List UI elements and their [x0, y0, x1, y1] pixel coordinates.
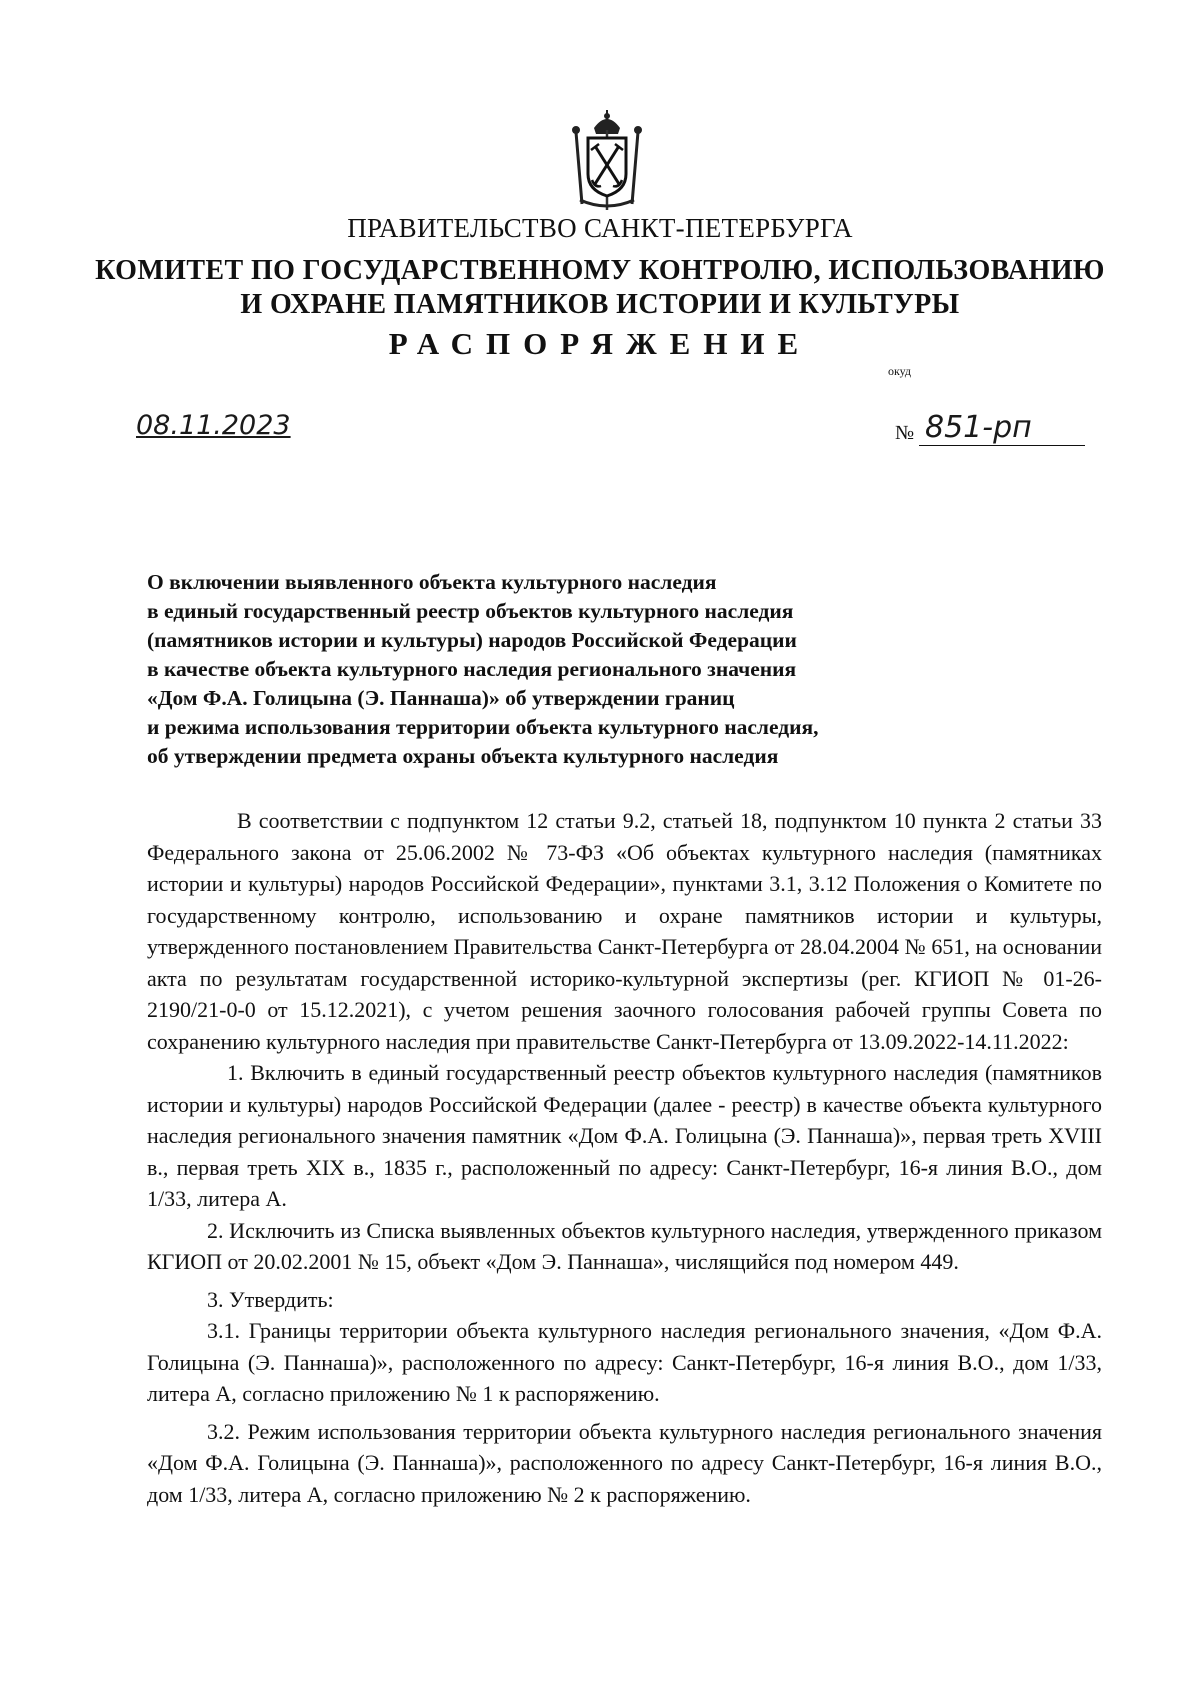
coat-of-arms-icon — [568, 108, 646, 216]
item-1-paragraph: 1. Включить в единый государственный реестр объектов культурного наследия (памятников истории и культуры) народов Российской Федерации (далее - реестр) в качестве объекта культурного наследия регионального значения памятник «Дом Ф.А. Голицына (Э. Паннаша)», первая треть XVIII в., первая треть XIX в., 1835 г., расположенный по адресу: Санкт-Петербург, 16-я линия В.О., дом 1/33, литера А. — [147, 1060, 1102, 1211]
document-title — [147, 568, 1047, 771]
document-date: 08.11.2023 — [136, 410, 291, 441]
document-body — [147, 805, 1102, 1510]
document-type: РАСПОРЯЖЕНИЕ — [388, 326, 812, 361]
title-line: в единый государственный реестр объектов культурного наследия — [147, 599, 794, 623]
coat-of-arms-svg — [568, 108, 646, 216]
title-line: «Дом Ф.А. Голицына (Э. Паннаша)» об утверждении границ — [147, 686, 735, 710]
government-name: ПРАВИТЕЛЬСТВО САНКТ-ПЕТЕРБУРГА — [347, 213, 853, 243]
item-3-1-paragraph: 3.1. Границы территории объекта культурного наследия регионального значения, «Дом Ф.А. Голицына (Э. Паннаша)», расположенного по адресу: Санкт-Петербург, 16-я линия В.О., дом 1/33, литера А, согласно приложению № 1 к распоряжению. — [147, 1318, 1102, 1406]
document-number: 851-рп — [919, 410, 1085, 446]
title-line: об утверждении предмета охраны объекта культурного наследия — [147, 744, 779, 768]
item-3-2-paragraph: 3.2. Режим использования территории объекта культурного наследия регионального значения «Дом Ф.А. Голицына (Э. Паннаша)», расположенного по адресу Санкт-Петербург, 16-я линия В.О., дом 1/33, литера А, согласно приложению № 2 к распоряжению. — [147, 1418, 1102, 1507]
title-line: в качестве объекта культурного наследия регионального значения — [147, 657, 797, 681]
number-sign: № — [895, 422, 915, 444]
committee-name — [0, 254, 1200, 322]
committee-name-line-1: КОМИТЕТ ПО ГОСУДАРСТВЕННОМУ КОНТРОЛЮ, ИСПОЛЬЗОВАНИЮ — [95, 255, 1105, 286]
item-2-paragraph: 2. Исключить из Списка выявленных объектов культурного наследия, утвержденного приказом КГИОП от 20.02.2001 № 15, объект «Дом Э. Паннаша», числящийся под номером 449. — [147, 1217, 1102, 1274]
document-number-block — [895, 410, 1085, 450]
item-3-paragraph: 3. Утвердить: — [207, 1286, 334, 1312]
okud-label: окуд — [888, 364, 912, 378]
title-line: О включении выявленного объекта культурного наследия — [147, 570, 717, 594]
preamble-paragraph: В соответствии с подпунктом 12 статьи 9.2, статьей 18, подпунктом 10 пункта 2 статьи 33 Федерального закона от 25.06.2002 № 73-ФЗ «Об объектах культурного наследия (памятниках истории и культуры) народов Российской Федерации», пунктами 3.1, 3.12 Положения о Комитете по государственному контролю, использованию и охране памятников истории и культуры, утвержденного постановлением Правительства Санкт-Петербурга от 28.04.2004 № 651, на основании акта по результатам государственной историко-культурной экспертизы (рег. КГИОП № 01-26-2190/21-0-0 от 15.12.2021), с учетом решения заочного голосования рабочей группы Совета по сохранению культурного наследия при правительстве Санкт-Петербурга от 13.09.2022-14.11.2022: — [147, 808, 1102, 1054]
title-line: и режима использования территории объекта культурного наследия, — [147, 715, 819, 739]
title-line: (памятников истории и культуры) народов Российской Федерации — [147, 628, 797, 652]
committee-name-line-2: И ОХРАНЕ ПАМЯТНИКОВ ИСТОРИИ И КУЛЬТУРЫ — [240, 289, 960, 320]
